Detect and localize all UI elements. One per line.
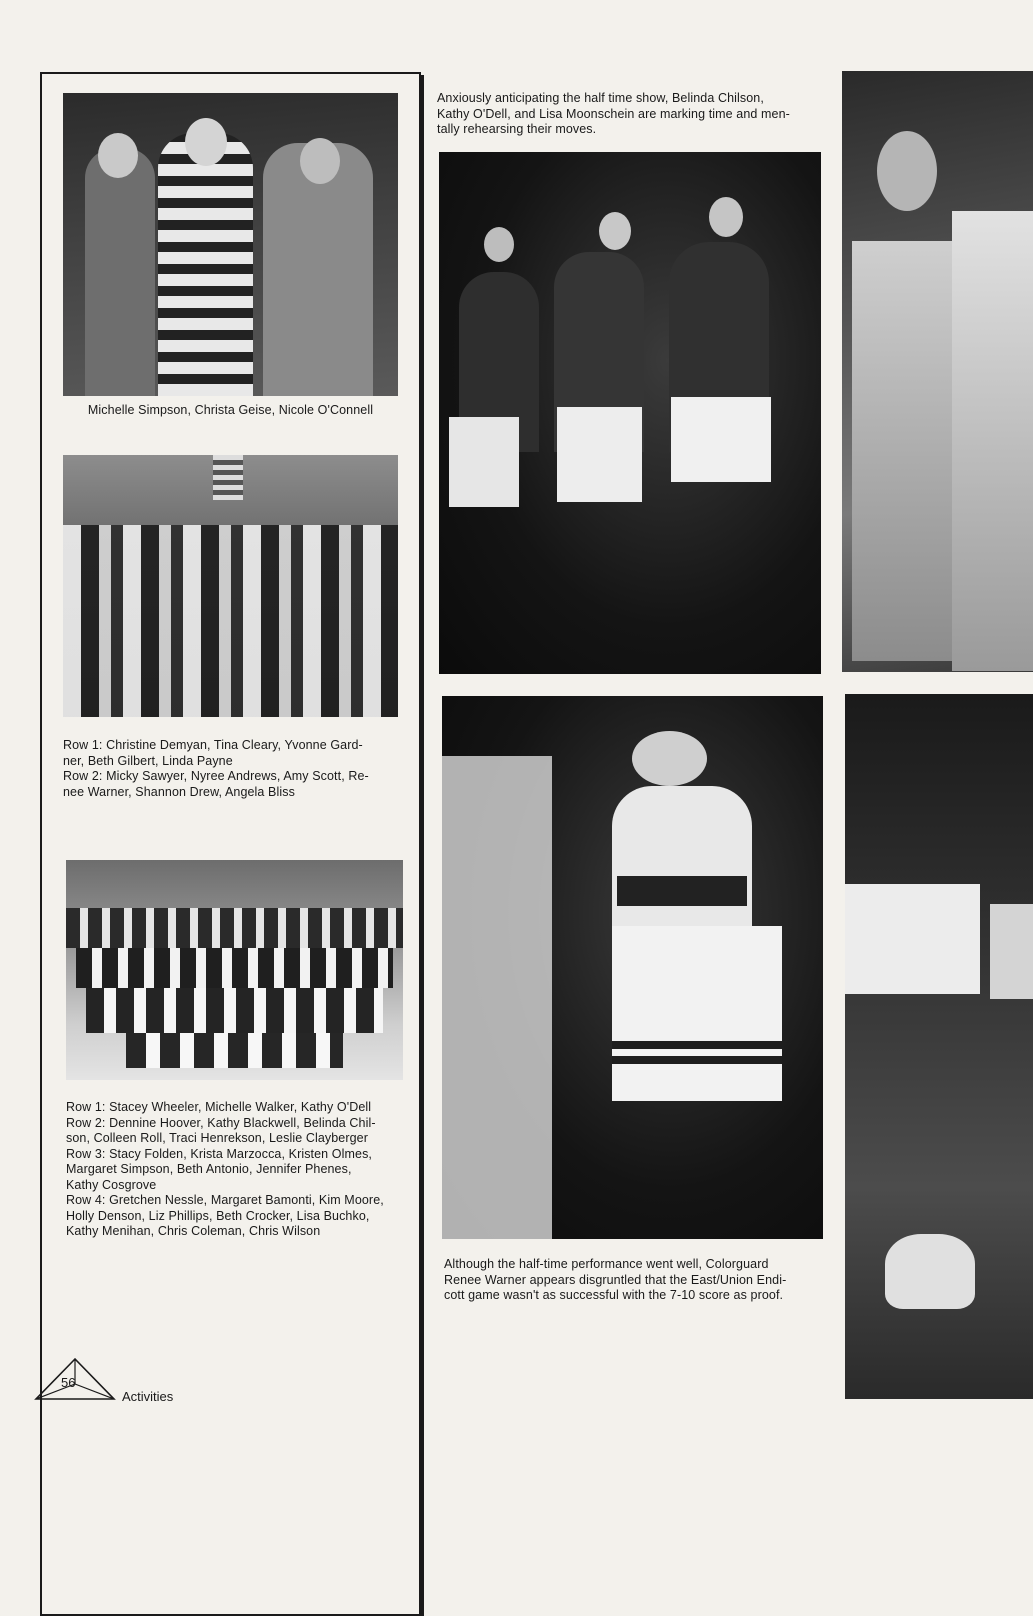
caption-photo2-line: ner, Beth Gilbert, Linda Payne (63, 753, 233, 768)
caption-photo2-line: Row 2: Micky Sawyer, Nyree Andrews, Amy Scott, Re- (63, 769, 369, 783)
caption-photo3-line: Holly Denson, Liz Phillips, Beth Crocker, Lisa Buchko, (66, 1208, 370, 1223)
caption-photo2-line: nee Warner, Shannon Drew, Angela Bliss (63, 784, 295, 799)
caption-bottom-right-line: Although the half-time performance went well, Colorguard (444, 1257, 769, 1271)
photo-colorguard-group (63, 455, 398, 717)
photo-majorettes-marking-time (439, 152, 821, 674)
caption-photo3-line: Row 1: Stacey Wheeler, Michelle Walker, Kathy O'Dell (66, 1100, 372, 1114)
caption-photo1-text: Michelle Simpson, Christa Geise, Nicole O'Connell (87, 403, 374, 417)
photo-three-students (63, 93, 398, 396)
caption-top-right (437, 91, 817, 138)
photo-colorguard-renee (442, 696, 823, 1239)
caption-top-right-line: tally rehearsing their moves. (437, 122, 597, 136)
caption-bottom-right (444, 1257, 824, 1304)
caption-photo2-line: Row 1: Christine Demyan, Tina Cleary, Yvonne Gard- (63, 738, 363, 752)
photo-right-edge-top (842, 71, 1033, 672)
caption-photo3-line: Row 4: Gretchen Nessle, Margaret Bamonti, Kim Moore, (66, 1193, 384, 1207)
caption-top-right-line: Anxiously anticipating the half time show, Belinda Chilson, (437, 91, 764, 105)
caption-photo3-line: Row 3: Stacy Folden, Krista Marzocca, Kristen Olmes, (66, 1146, 372, 1161)
caption-photo3 (66, 1100, 403, 1240)
photo-right-edge-bottom (845, 694, 1033, 1399)
section-label: Activities (122, 1389, 174, 1404)
photo-majorettes-group (66, 860, 403, 1080)
caption-photo3-line: Row 2: Dennine Hoover, Kathy Blackwell, Belinda Chil- (66, 1115, 376, 1130)
caption-top-right-line: Kathy O'Dell, and Lisa Moonschein are marking time and men- (437, 106, 790, 121)
caption-bottom-right-line: cott game wasn't as successful with the 7-10 score as proof. (444, 1288, 784, 1302)
caption-bottom-right-line: Renee Warner appears disgruntled that the East/Union Endi- (444, 1272, 787, 1287)
caption-photo2 (63, 738, 398, 800)
page-number: 56 (61, 1375, 76, 1390)
caption-photo3-line: Kathy Menihan, Chris Coleman, Chris Wilson (66, 1224, 321, 1238)
caption-photo3-line: Margaret Simpson, Beth Antonio, Jennifer Phenes, (66, 1162, 352, 1176)
caption-photo3-line: son, Colleen Roll, Traci Henrekson, Leslie Clayberger (66, 1131, 368, 1145)
caption-photo1 (63, 403, 398, 419)
caption-photo3-line: Kathy Cosgrove (66, 1177, 157, 1192)
